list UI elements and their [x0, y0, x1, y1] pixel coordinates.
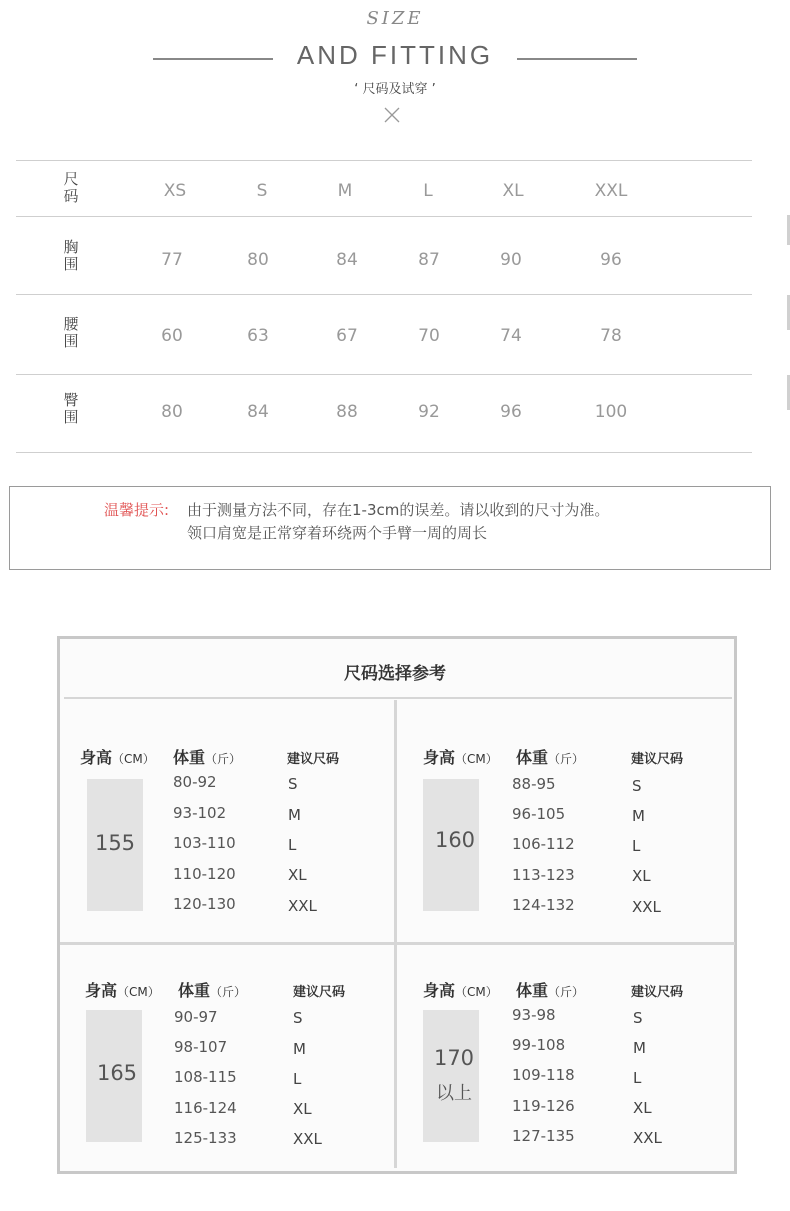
- suggested-size: M: [293, 1040, 306, 1058]
- suggested-size: XL: [288, 866, 307, 884]
- suggested-size: XL: [632, 867, 651, 885]
- table-cell: 77: [161, 250, 183, 270]
- size-col-xl: XL: [502, 181, 524, 201]
- table-cell: 67: [336, 326, 358, 346]
- height-value: 160: [434, 828, 476, 852]
- page-title: AND FITTING: [296, 40, 494, 70]
- weight-range: 125-133: [174, 1129, 237, 1147]
- weight-range: 80-92: [173, 773, 217, 791]
- height-value: 155: [94, 831, 136, 855]
- label-char: 围: [63, 408, 79, 426]
- height-header: [85, 978, 160, 1001]
- table-cell: 80: [161, 402, 183, 422]
- row-label-waist: [61, 316, 81, 350]
- table-rule: [16, 216, 752, 217]
- weight-range: 113-123: [512, 866, 575, 884]
- label-char: 围: [63, 332, 79, 350]
- row-label-chest: [61, 239, 81, 273]
- guide-divider: [394, 700, 397, 1168]
- header-text: 体重: [516, 981, 549, 1000]
- height-value: 165: [96, 1061, 138, 1085]
- height-value: 170: [433, 1046, 475, 1070]
- notice-label: 温馨提示:: [104, 501, 170, 519]
- suggested-size: XXL: [288, 897, 317, 915]
- notice-line-1: 由于测量方法不同，存在1-3cm的误差。请以收到的尺寸为准。: [187, 501, 610, 519]
- header-text: 身高: [423, 981, 456, 1000]
- page-subtitle: ‘ 尺码及试穿 ’: [354, 82, 436, 97]
- header-unit: （CM）: [117, 985, 160, 999]
- table-rule: [16, 374, 752, 375]
- size-col-m: M: [337, 181, 353, 201]
- label-char: 胸: [63, 238, 79, 256]
- weight-header: [173, 745, 241, 768]
- header-text: 身高: [85, 981, 118, 1000]
- size-col-xxl: XXL: [594, 181, 628, 201]
- suggested-size: S: [632, 777, 642, 795]
- label-char: 腰: [63, 315, 79, 333]
- weight-range: 93-102: [173, 804, 227, 822]
- guide-divider: [60, 942, 735, 945]
- header-unit: （CM）: [112, 752, 155, 766]
- weight-range: 99-108: [512, 1036, 566, 1054]
- suggested-size: S: [633, 1009, 643, 1027]
- suggested-size: L: [633, 1069, 642, 1087]
- suggested-size: XL: [293, 1100, 312, 1118]
- weight-range: 116-124: [174, 1099, 237, 1117]
- guide-title: 尺码选择参考: [344, 664, 446, 684]
- table-cell: 100: [594, 402, 628, 422]
- weight-range: 110-120: [173, 865, 236, 883]
- title-rule-left: [153, 58, 273, 60]
- suggested-size: M: [632, 807, 645, 825]
- table-cell: 74: [500, 326, 522, 346]
- table-rule: [16, 452, 752, 453]
- table-cell: 70: [418, 326, 440, 346]
- guide-divider: [64, 697, 732, 699]
- table-cell: 84: [247, 402, 269, 422]
- weight-header: [516, 978, 584, 1001]
- table-rule: [16, 294, 752, 295]
- height-value-suffix: 以上: [436, 1083, 472, 1104]
- suggested-size: L: [632, 837, 641, 855]
- weight-range: 108-115: [174, 1068, 237, 1086]
- weight-header: [516, 745, 584, 768]
- suggested-size: M: [633, 1039, 646, 1057]
- weight-range: 109-118: [512, 1066, 575, 1084]
- weight-range: 127-135: [512, 1127, 575, 1145]
- table-cell: 90: [500, 250, 522, 270]
- size-word: SIZE: [366, 8, 424, 29]
- table-cell: 60: [161, 326, 183, 346]
- table-cell: 88: [336, 402, 358, 422]
- suggested-size: M: [288, 806, 301, 824]
- suggested-size: XXL: [633, 1129, 662, 1147]
- table-cell: 96: [500, 402, 522, 422]
- size-header-label: [61, 171, 81, 205]
- size-col-l: L: [423, 181, 433, 201]
- weight-range: 124-132: [512, 896, 575, 914]
- table-cell: 96: [600, 250, 622, 270]
- label-char: 尺: [63, 170, 79, 188]
- row-label-hip: [61, 392, 81, 426]
- size-col-s: S: [256, 181, 268, 201]
- size-col-xs: XS: [163, 181, 187, 201]
- weight-range: 120-130: [173, 895, 236, 913]
- table-cell: 63: [247, 326, 269, 346]
- table-rule: [16, 160, 752, 161]
- weight-range: 103-110: [173, 834, 236, 852]
- suggested-size: XXL: [632, 898, 661, 916]
- height-header: [423, 978, 498, 1001]
- header-unit: （斤）: [548, 752, 585, 766]
- suggested-size: L: [293, 1070, 302, 1088]
- header-unit: （CM）: [455, 752, 498, 766]
- weight-range: 106-112: [512, 835, 575, 853]
- weight-range: 96-105: [512, 805, 566, 823]
- weight-range: 119-126: [512, 1097, 575, 1115]
- table-cell: 80: [247, 250, 269, 270]
- close-icon: [381, 105, 403, 129]
- label-char: 码: [63, 187, 79, 205]
- weight-range: 93-98: [512, 1006, 556, 1024]
- weight-header: [178, 978, 246, 1001]
- weight-range: 88-95: [512, 775, 556, 793]
- size-header: 建议尺码: [287, 752, 340, 767]
- header-text: 体重: [178, 981, 211, 1000]
- size-header: 建议尺码: [631, 752, 684, 767]
- table-cell: 78: [600, 326, 622, 346]
- title-rule-right: [517, 58, 637, 60]
- suggested-size: L: [288, 836, 297, 854]
- label-char: 臀: [63, 391, 79, 409]
- suggested-size: XXL: [293, 1130, 322, 1148]
- height-header: [423, 745, 498, 768]
- suggested-size: S: [288, 775, 298, 793]
- weight-range: 90-97: [174, 1008, 218, 1026]
- table-cell: 92: [418, 402, 440, 422]
- header-unit: （斤）: [210, 985, 247, 999]
- suggested-size: S: [293, 1009, 303, 1027]
- weight-range: 98-107: [174, 1038, 228, 1056]
- height-header: [80, 745, 155, 768]
- header-unit: （斤）: [205, 752, 242, 766]
- header-text: 身高: [80, 748, 113, 767]
- suggested-size: XL: [633, 1099, 652, 1117]
- size-header: 建议尺码: [631, 985, 684, 1000]
- size-header: 建议尺码: [293, 985, 346, 1000]
- header-text: 体重: [173, 748, 206, 767]
- table-cell: 84: [336, 250, 358, 270]
- header-text: 体重: [516, 748, 549, 767]
- header-text: 身高: [423, 748, 456, 767]
- notice-line-2: 领口肩宽是正常穿着环绕两个手臂一周的周长: [187, 524, 488, 542]
- header-unit: （斤）: [548, 985, 585, 999]
- table-cell: 87: [418, 250, 440, 270]
- label-char: 围: [63, 255, 79, 273]
- header-unit: （CM）: [455, 985, 498, 999]
